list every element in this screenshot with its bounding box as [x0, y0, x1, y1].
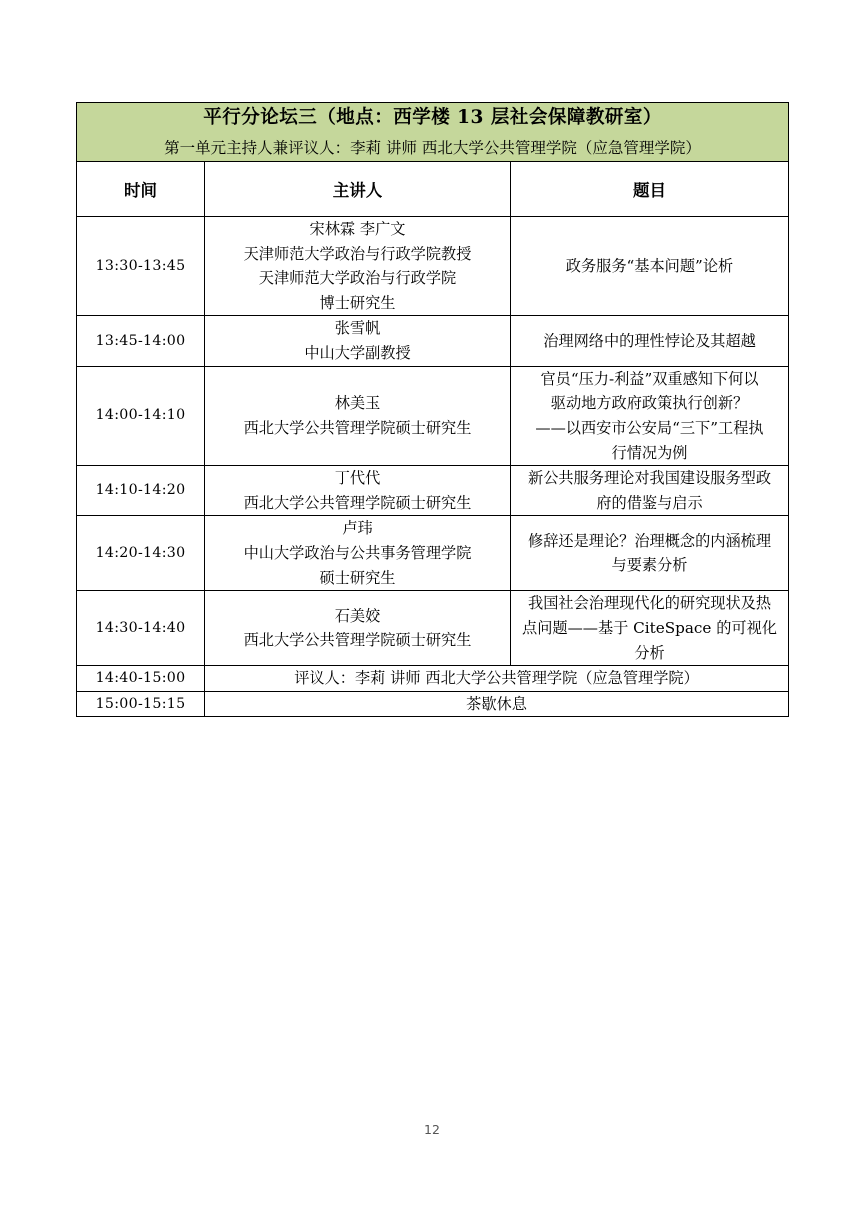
row-topic: [511, 591, 789, 666]
row-note: 茶歇休息: [205, 691, 789, 717]
speaker-line: 中山大学副教授: [304, 344, 411, 363]
table-row: [77, 466, 789, 516]
forum-header-band: [77, 103, 789, 162]
speaker-line: 西北大学公共管理学院硕士研究生: [243, 631, 472, 650]
topic-line: 与要素分析: [611, 556, 688, 575]
row-time: 13:45-14:00: [77, 316, 205, 366]
row-time: 14:40-15:00: [77, 666, 205, 692]
row-speaker: [205, 216, 511, 316]
speaker-line: 宋林霖 李广文: [309, 219, 406, 238]
row-speaker: [205, 516, 511, 591]
topic-line: 修辞还是理论？治理概念的内涵梳理: [528, 531, 771, 550]
speaker-line: 张雪帆: [334, 319, 381, 338]
speaker-line: 林美玉: [334, 394, 381, 413]
topic-line: 分析: [634, 643, 665, 662]
speaker-line: 石美姣: [334, 606, 381, 625]
page-number: 12: [424, 1122, 440, 1137]
row-topic: [511, 216, 789, 316]
table-row: [77, 316, 789, 366]
column-header-topic: 题目: [511, 161, 789, 216]
row-speaker: [205, 466, 511, 516]
row-topic: [511, 316, 789, 366]
table-header-band-row: [77, 103, 789, 162]
speaker-line: 硕士研究生: [319, 568, 396, 587]
topic-line: 官员“压力-利益”双重感知下何以: [540, 369, 759, 388]
row-time: 14:30-14:40: [77, 591, 205, 666]
topic-line: 府的借鉴与启示: [596, 493, 703, 512]
row-time: 14:10-14:20: [77, 466, 205, 516]
topic-line: 行情况为例: [611, 443, 688, 462]
speaker-line: 中山大学政治与公共事务管理学院: [243, 544, 472, 563]
forum-schedule-table: [76, 102, 789, 717]
topic-line: 治理网络中的理性悖论及其超越: [543, 331, 756, 350]
forum-title: 平行分论坛三（地点：西学楼 13 层社会保障教研室）: [203, 107, 662, 128]
speaker-line: 西北大学公共管理学院硕士研究生: [243, 418, 472, 437]
speaker-line: 天津师范大学政治与行政学院: [258, 269, 457, 288]
topic-line: 驱动地方政府政策执行创新？: [550, 394, 749, 413]
row-speaker: [205, 366, 511, 466]
speaker-line: 西北大学公共管理学院硕士研究生: [243, 493, 472, 512]
forum-subtitle: 第一单元主持人兼评议人：李莉 讲师 西北大学公共管理学院（应急管理学院）: [164, 138, 701, 157]
column-header-speaker: 主讲人: [205, 161, 511, 216]
speaker-line: 丁代代: [334, 469, 381, 488]
row-time: 14:00-14:10: [77, 366, 205, 466]
speaker-line: 天津师范大学政治与行政学院教授: [243, 244, 472, 263]
table-row: [77, 516, 789, 591]
row-topic: [511, 366, 789, 466]
topic-line: 政务服务“基本问题”论析: [565, 256, 734, 275]
row-time: 15:00-15:15: [77, 691, 205, 717]
column-header-time: 时间: [77, 161, 205, 216]
topic-line: 我国社会治理现代化的研究现状及热: [528, 594, 771, 613]
topic-line: ——以西安市公安局“三下”工程执: [535, 418, 764, 437]
row-topic: [511, 516, 789, 591]
table-row: [77, 216, 789, 316]
table-column-header-row: [77, 161, 789, 216]
topic-line: 新公共服务理论对我国建设服务型政: [528, 469, 771, 488]
row-note: 评议人：李莉 讲师 西北大学公共管理学院（应急管理学院）: [205, 666, 789, 692]
table-row: [77, 691, 789, 717]
row-time: 13:30-13:45: [77, 216, 205, 316]
topic-line: 点问题——基于 CiteSpace 的可视化: [522, 618, 777, 637]
row-time: 14:20-14:30: [77, 516, 205, 591]
row-speaker: [205, 591, 511, 666]
table-row: [77, 666, 789, 692]
speaker-line: 卢玮: [342, 519, 373, 538]
speaker-line: 博士研究生: [319, 293, 396, 312]
table-row: [77, 366, 789, 466]
row-topic: [511, 466, 789, 516]
row-speaker: [205, 316, 511, 366]
table-row: [77, 591, 789, 666]
